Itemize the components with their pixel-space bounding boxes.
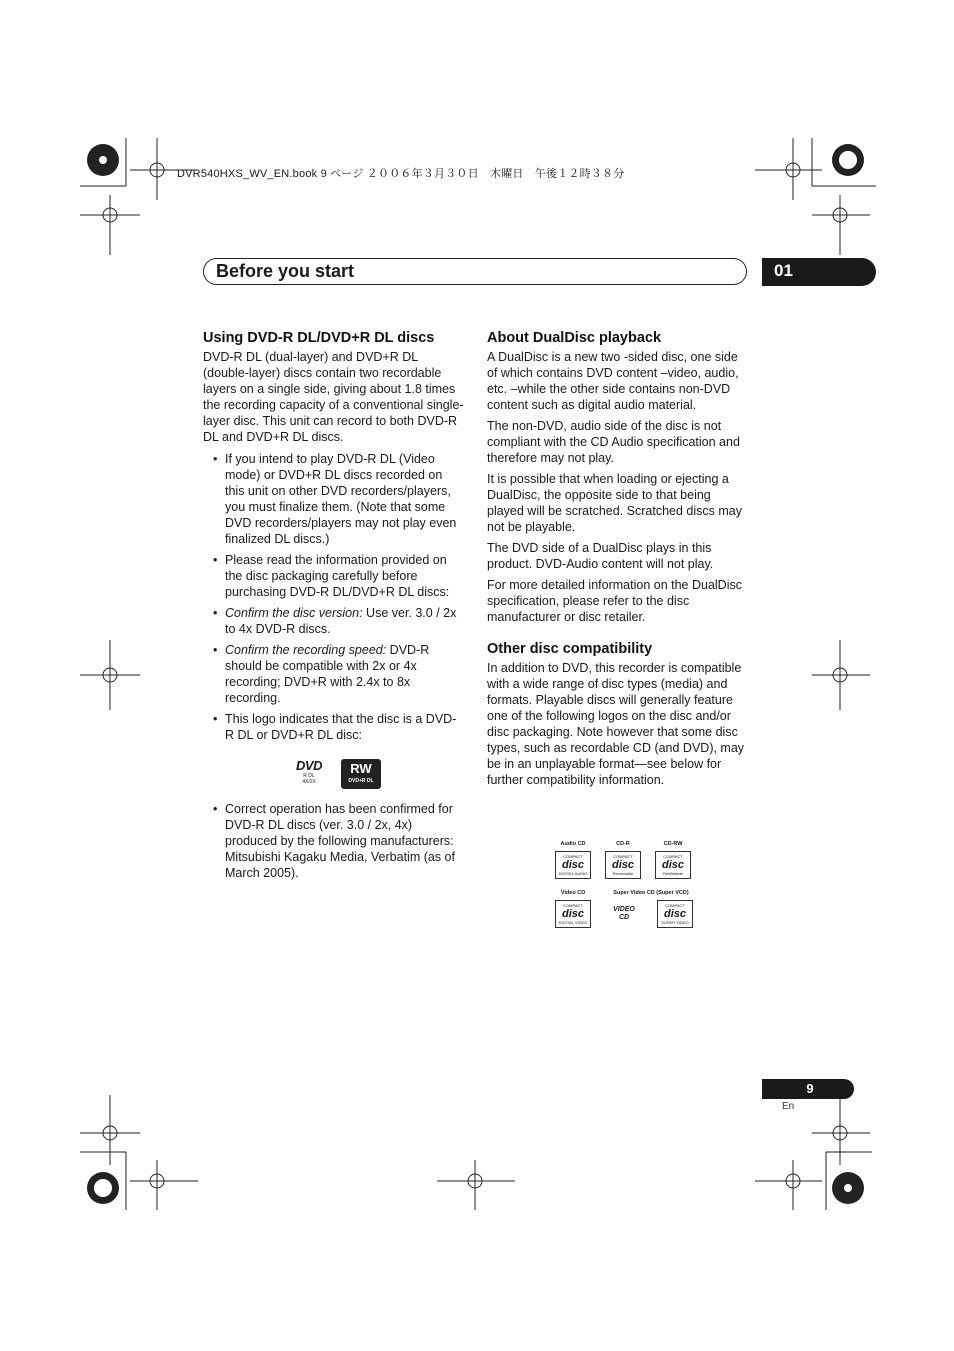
list-item — [203, 605, 465, 637]
page-language: En — [782, 1101, 795, 1112]
print-header: DVR540HXS_WV_EN.book 9 ページ ２００６年３月３０日 木曜日 午後１２時３８分 — [177, 168, 625, 180]
cd-r-logo — [603, 840, 643, 879]
disc-logo-bottom: SUPER VIDEO — [661, 920, 689, 925]
disc-logo-mark: disc — [663, 908, 686, 920]
disc-logo-mark: disc — [561, 908, 584, 920]
disc-logo-bottom: Recordable — [612, 871, 634, 876]
right-column — [487, 329, 749, 793]
video-cd-mark: VIDEO CD — [613, 906, 635, 921]
compact-disc-icon — [655, 851, 691, 879]
dvd-logo-sub2: 4X/2X — [302, 779, 316, 785]
list-item: • If you intend to play DVD-R DL (Video mode) or DVD+R DL discs recorded on this unit on other DVD recorders/players, you must finalize them. (Note that some DVD recorders/players may not play even finalized DL discs.) — [203, 451, 465, 547]
list-item — [203, 642, 465, 706]
paragraph: A DualDisc is a new two -sided disc, one side of which contains DVD content –video, audio, etc. –while the other side contains non-DVD content such as digital audio material. — [487, 350, 739, 412]
rw-logo-sub: DVD+R DL — [348, 778, 374, 784]
compact-disc-icon — [605, 851, 641, 879]
disc-caption: Super Video CD (Super VCD) — [613, 890, 689, 896]
disc-logo-bottom: DIGITAL VIDEO — [558, 920, 588, 925]
page-title: Before you start — [216, 261, 355, 281]
dl-logos — [291, 759, 465, 789]
disc-logo-row — [553, 889, 693, 928]
paragraph: The non-DVD, audio side of the disc is not compliant with the CD Audio specification and therefore may not play. — [487, 419, 740, 465]
cd-rw-logo — [653, 840, 693, 879]
list-item: • This logo indicates that the disc is a DVD-R DL or DVD+R DL disc: — [203, 711, 465, 743]
disc-logo-top: COMPACT — [613, 854, 633, 859]
disc-logo-top: COMPACT — [663, 854, 683, 859]
disc-logo-top: COMPACT — [665, 903, 685, 908]
paragraph: In addition to DVD, this recorder is compatible with a wide range of disc types (media) and formats. Playable discs will generally feature one of the following logos on the disc and/or disc packaging. Note however that some disc types, such as recordable CD (and DVD), may be in an unplayable format—see below for further compatibility information. — [487, 661, 745, 787]
chapter-number: 01 — [762, 258, 876, 286]
disc-logo-mark: disc — [611, 859, 634, 871]
disc-logo-bottom: ReWritable — [663, 871, 683, 876]
emphasis: Confirm the disc version: — [225, 606, 363, 620]
compact-disc-icon — [555, 900, 591, 928]
paragraph-intro: DVD-R DL (dual-layer) and DVD+R DL (double-layer) discs contain two recordable layers on a single side, giving about 1.8 times the recording capacity of a conventional single-layer disc. This unit can record to both DVD-R DL and DVD+R DL discs. — [203, 350, 464, 444]
disc-logo-mark: disc — [661, 859, 684, 871]
page-number: 9 — [762, 1079, 854, 1099]
disc-caption: Video CD — [560, 890, 586, 896]
section-heading-dualdisc: About DualDisc playback — [487, 330, 662, 346]
emphasis: Confirm the recording speed: — [225, 643, 387, 657]
disc-logo-row — [553, 840, 693, 879]
bullet-list — [203, 451, 465, 743]
disc-logo-grid — [553, 840, 693, 938]
disc-caption: Audio CD — [560, 841, 586, 847]
disc-logo-mark: disc — [561, 859, 584, 871]
left-column — [203, 329, 465, 886]
disc-caption: CD-RW — [663, 841, 683, 847]
paragraph: It is possible that when loading or ejecting a DualDisc, the opposite side to that being played will be scratched. Scratched discs may not be playable. — [487, 472, 742, 534]
dvd-r-dl-logo — [291, 759, 327, 785]
disc-logo-top: COMPACT — [563, 903, 583, 908]
section-heading-compatibility: Other disc compatibility — [487, 641, 653, 657]
paragraph: The DVD side of a DualDisc plays in this product. DVD-Audio content will not play. — [487, 541, 714, 571]
dvd-logo-sub: R DL — [303, 773, 315, 779]
compact-disc-icon — [657, 900, 693, 928]
list-item: • Correct operation has been confirmed for DVD-R DL discs (ver. 3.0 / 2x, 4x) produced by the following manufacturers: Mitsubishi Kagaku Media, Verbatim (as of March 2005). — [203, 801, 465, 881]
dvd-logo-mark: DVD — [296, 758, 322, 773]
disc-caption: CD-R — [616, 841, 630, 847]
audio-cd-logo — [553, 840, 593, 879]
rw-logo-mark: RW — [350, 761, 372, 776]
super-vcd-logo-pair — [609, 889, 693, 928]
dvd-plus-r-dl-logo — [341, 759, 381, 789]
disc-logo-top: COMPACT — [563, 854, 583, 859]
paragraph: For more detailed information on the DualDisc specification, please refer to the disc manufacturer or disc retailer. — [487, 578, 742, 624]
compact-disc-icon — [555, 851, 591, 879]
list-item-text: DVD-R should be compatible with 2x or 4x recording; DVD+R with 2.4x to 8x recording. — [225, 643, 430, 705]
section-heading-dl-discs: Using DVD-R DL/DVD+R DL discs — [203, 330, 435, 346]
disc-logo-bottom: DIGITAL AUDIO — [558, 871, 588, 876]
list-item-text: Use ver. 3.0 / 2x to 4x DVD-R discs. — [225, 606, 457, 636]
bullet-list-2 — [203, 801, 465, 881]
video-cd-icon — [609, 900, 639, 928]
list-item: • Please read the information provided on the disc packaging carefully before purchasing DVD-R DL/DVD+R DL discs: — [203, 552, 465, 600]
video-cd-logo — [553, 889, 593, 928]
